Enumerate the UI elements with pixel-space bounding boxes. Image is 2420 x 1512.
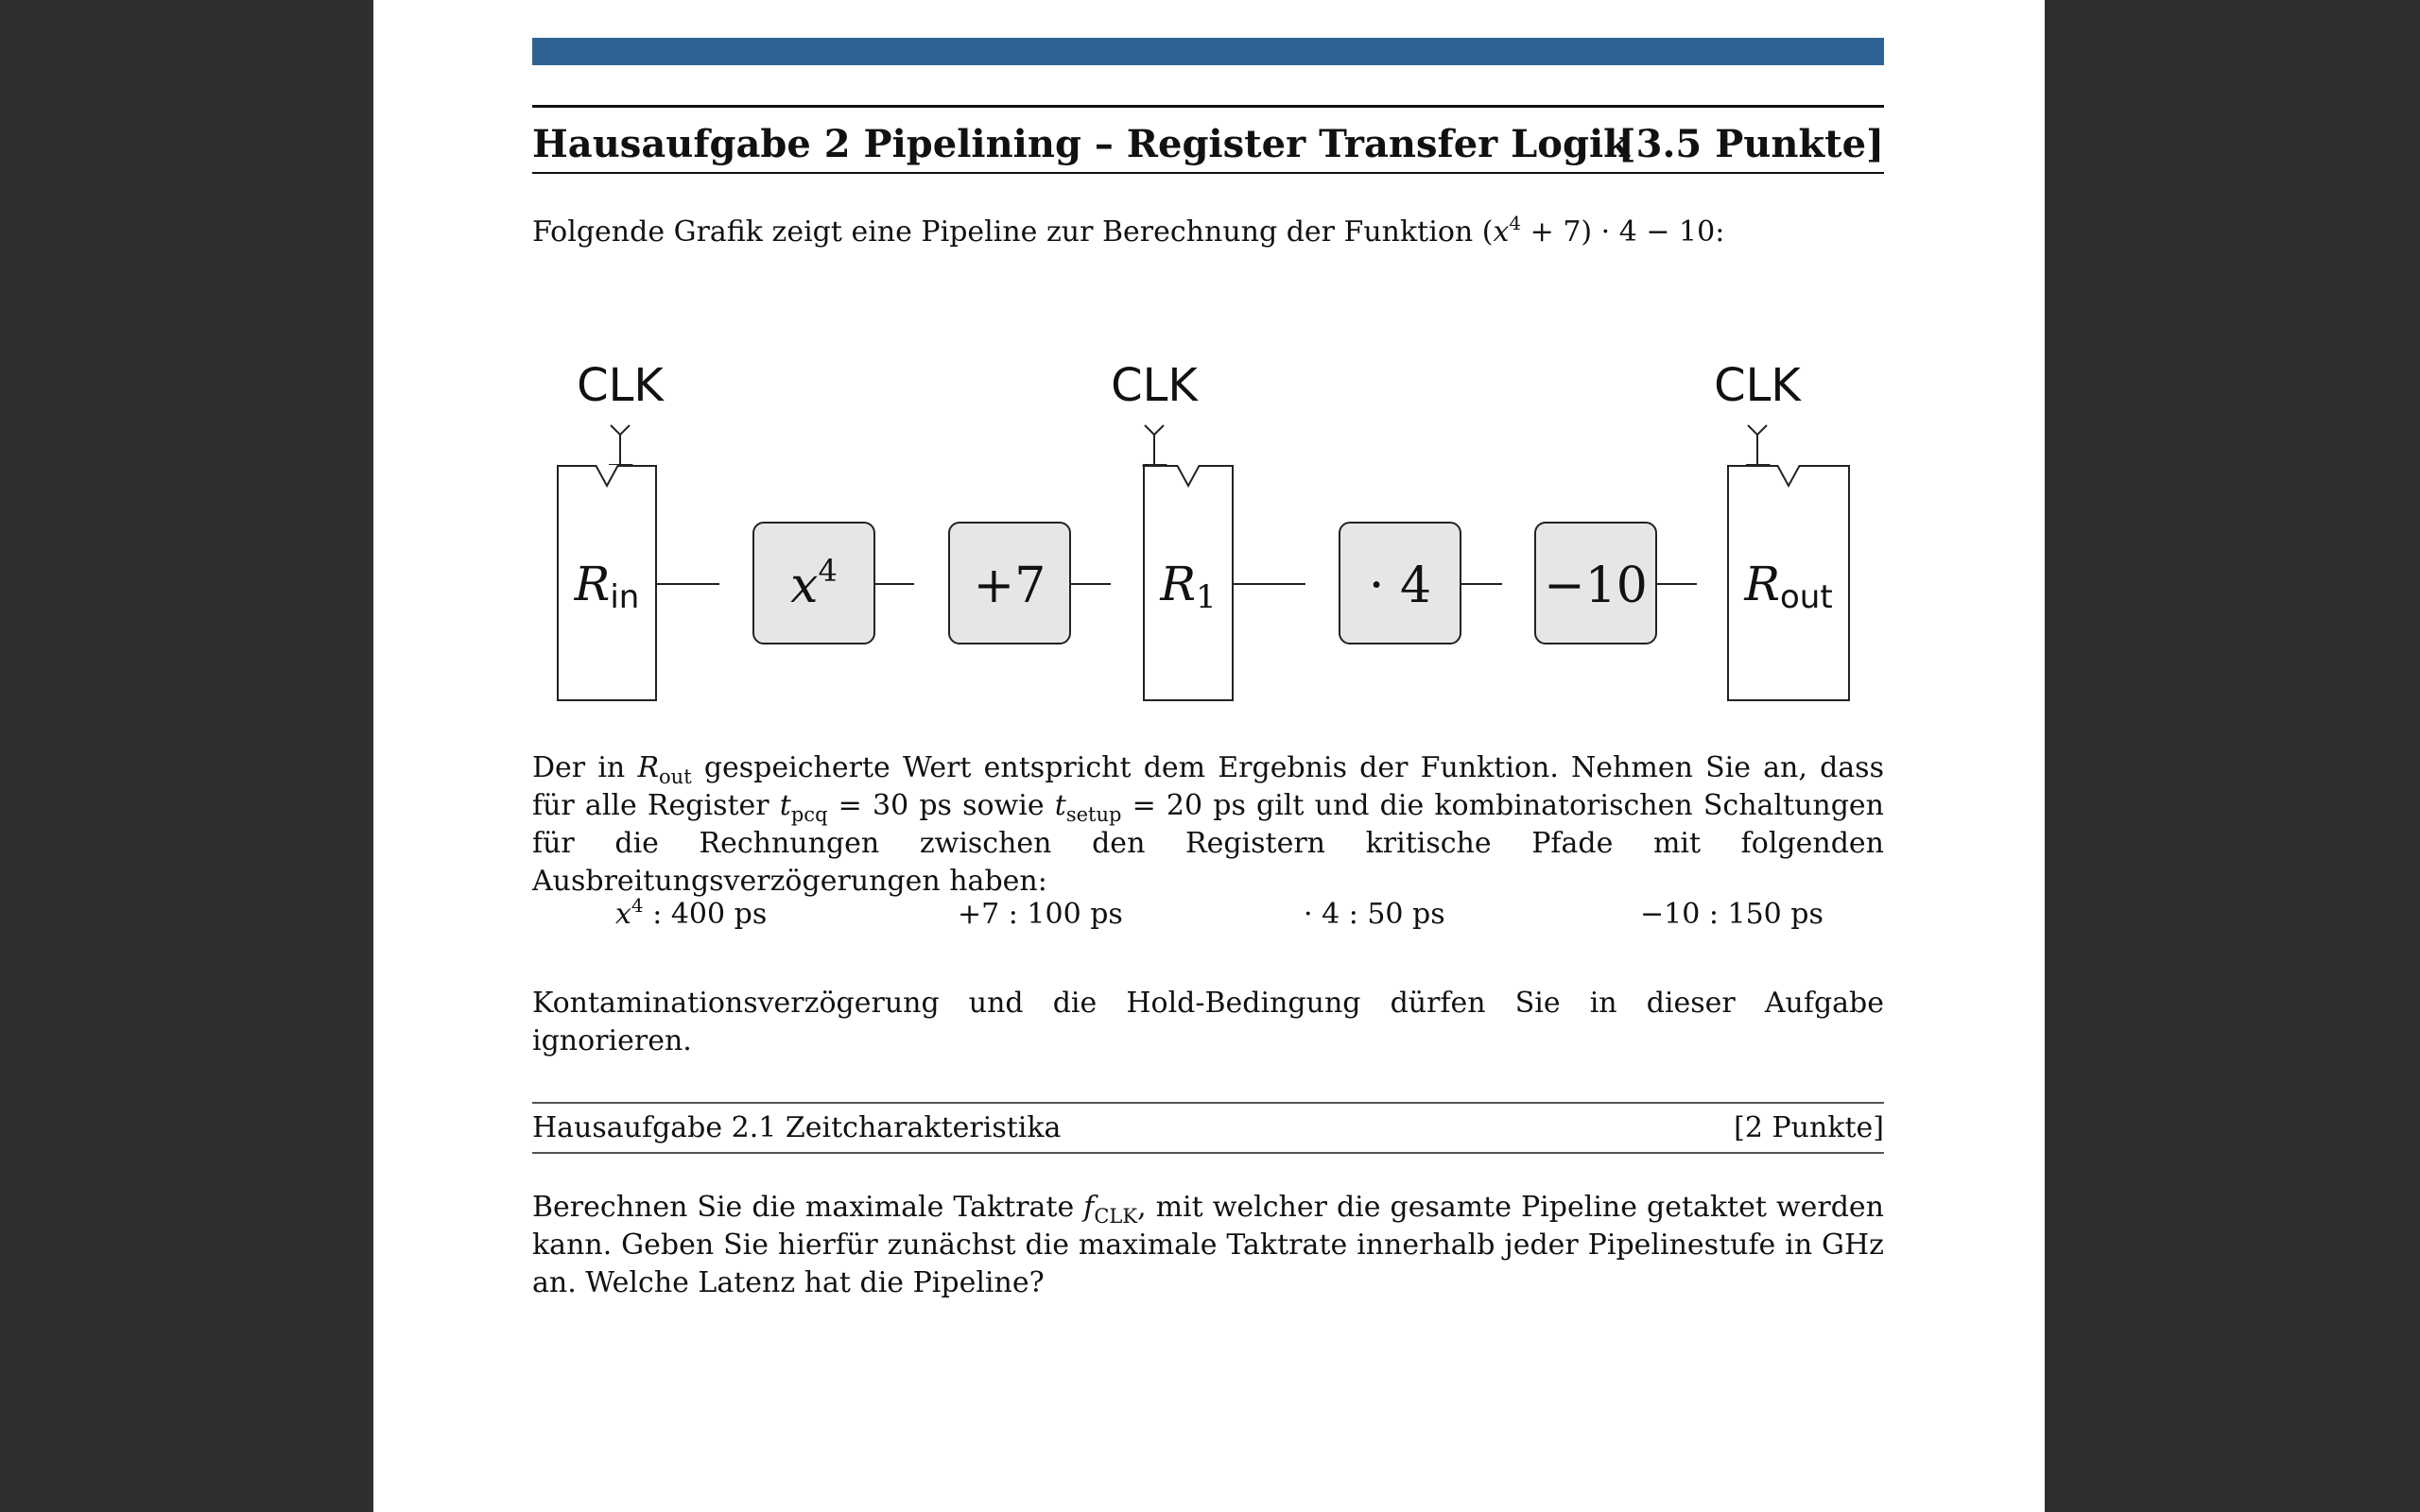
subtask-text: Berechnen Sie die maximale Taktrate $f_{CLK}$, mit welcher die gesamte Pipeline getaktet werden kann. Geben Sie hierfür zunächst die maximale Taktrate innerhalb jeder Pipelinestufe in GHz an. Welche Latenz hat die Pipeline? — [532, 1191, 1884, 1299]
op-box-add — [948, 522, 1071, 644]
delay-multiply: · 4 : 50 ps — [1304, 898, 1445, 931]
op-box-power — [752, 522, 875, 644]
clk-label: CLK — [577, 359, 664, 412]
op-label: $x^4$ — [790, 553, 838, 614]
wire — [651, 583, 719, 585]
subtask-points: [2 Punkte] — [1734, 1111, 1884, 1144]
op-box-multiply — [1339, 522, 1461, 644]
intro-paragraph — [532, 214, 1884, 251]
pipeline-diagram — [532, 350, 1884, 728]
exercise-title-row — [532, 105, 1884, 174]
propagation-delays — [532, 894, 1884, 936]
contamination-note: Kontaminationsverzögerung und die Hold-Bedingung dürfen Sie in dieser Aufgabe ignorieren. — [532, 987, 1884, 1057]
intro-text: Folgende Grafik zeigt eine Pipeline zur Berechnung der Funktion — [532, 215, 1474, 249]
register-label: R1 — [1160, 557, 1217, 616]
register-label: Rin — [574, 557, 640, 616]
clock-triangle-icon — [1169, 465, 1207, 490]
subtask-title: Hausaufgabe 2.1 Zeitcharakteristika — [532, 1111, 1062, 1144]
op-label: −10 — [1544, 558, 1648, 614]
document-page — [373, 0, 2045, 1512]
assumptions-paragraph: Der in $R_{out}$ gespeicherte Wert entspricht dem Ergebnis der Funktion. Nehmen Sie an, dass für alle Register $t_{pcq} = 30$ ps sowie $t_{setup} = 20$ ps gilt und die kombinatorischen Schaltungen für die Rechnungen zwischen den Registern kritische Pfade mit folgenden Ausbreitungsverzögerungen haben: — [532, 751, 1884, 898]
register-r-in — [557, 465, 657, 701]
register-r1 — [1143, 465, 1234, 701]
clock-triangle-icon — [1770, 465, 1807, 490]
clk-label: CLK — [1111, 359, 1198, 412]
op-box-subtract — [1534, 522, 1657, 644]
clk-label: CLK — [1714, 359, 1801, 412]
op-label: +7 — [973, 558, 1046, 614]
delay-power: $x^4$ : 400 ps — [615, 894, 768, 931]
exercise-points: [3.5 Punkte] — [1617, 122, 1884, 166]
register-label: Rout — [1744, 557, 1833, 616]
exercise-title: Hausaufgabe 2 Pipelining – Register Transfer Logik — [532, 122, 1630, 166]
header-color-bar — [532, 38, 1884, 65]
function-formula: $(x^4 + 7) \cdot 4 - 10$: — [1481, 212, 1725, 249]
delay-subtract: −10 : 150 ps — [1640, 898, 1824, 931]
subtask-header — [532, 1102, 1884, 1154]
op-label: · 4 — [1368, 558, 1432, 614]
delay-add: +7 : 100 ps — [958, 898, 1123, 931]
register-r-out — [1727, 465, 1850, 701]
clock-triangle-icon — [588, 465, 626, 490]
